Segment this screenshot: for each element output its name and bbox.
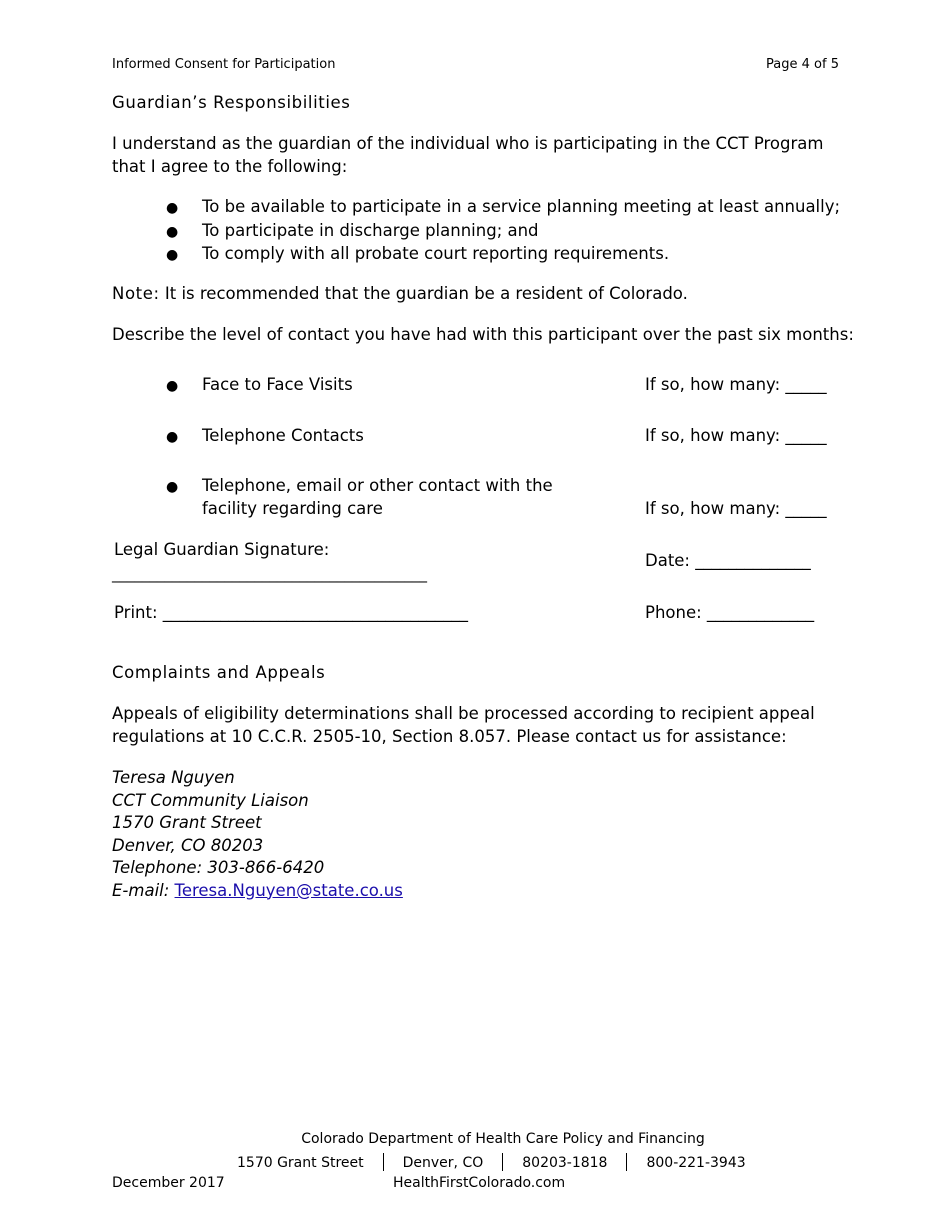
footer-city: Denver, CO <box>402 1155 484 1171</box>
footer-website[interactable]: HealthFirstColorado.com <box>393 1175 566 1191</box>
contact-row-telephone <box>166 425 364 449</box>
guardian-intro-line2: that I agree to the following: <box>112 156 348 176</box>
contact-telephone: Telephone: 303-866-6420 <box>112 858 325 877</box>
page-number: Page 4 of 5 <box>766 57 839 72</box>
print-field[interactable]: Print: _____________________________________ <box>114 603 469 622</box>
bullet-icon: ● <box>166 200 179 216</box>
footer-address <box>237 1153 746 1171</box>
footer-zip: 80203-1818 <box>522 1155 608 1171</box>
footer-phone: 800-221-3943 <box>646 1155 746 1171</box>
contact-name: Teresa Nguyen <box>112 768 235 787</box>
footer-date: December 2017 <box>112 1175 225 1191</box>
date-field[interactable]: Date: ______________ <box>645 551 811 570</box>
divider <box>502 1153 503 1171</box>
contact-role: CCT Community Liaison <box>112 790 309 810</box>
header-title: Informed Consent for Participation <box>112 57 336 72</box>
contact-email-row <box>112 880 403 903</box>
list-item: ● To participate in discharge planning; and <box>166 220 539 240</box>
contact-count-face[interactable]: If so, how many: _____ <box>645 375 827 394</box>
bullet-icon: ● <box>166 247 179 263</box>
contact-label: Face to Face Visits <box>202 375 353 394</box>
note <box>112 283 688 306</box>
footer-street: 1570 Grant Street <box>237 1155 364 1171</box>
guardian-heading: Guardian’s Responsibilities <box>112 93 351 112</box>
contact-street: 1570 Grant Street <box>112 813 262 832</box>
contact-city: Denver, CO 80203 <box>112 835 264 855</box>
note-label: Note: <box>112 284 160 303</box>
bullet-icon: ● <box>166 223 179 240</box>
bullet-icon: ● <box>166 479 179 495</box>
complaints-heading: Complaints and Appeals <box>112 663 326 682</box>
guardian-intro-line1: I understand as the guardian of the individual who is participating in the CCT Program <box>112 134 824 153</box>
email-link[interactable]: Teresa.Nguyen@state.co.us <box>174 880 403 900</box>
phone-field[interactable]: Phone: _____________ <box>645 603 815 622</box>
footer-org: Colorado Department of Health Care Policy and Financing <box>301 1131 705 1147</box>
divider <box>626 1153 627 1171</box>
email-label: E-mail: <box>112 880 170 900</box>
contact-row-face <box>166 374 353 398</box>
signature-label: Legal Guardian Signature: <box>114 540 330 559</box>
signature-line[interactable]: __________________________________________ <box>112 565 427 583</box>
contact-label: Telephone, email or other contact with the facility regarding care <box>202 476 553 518</box>
contact-block <box>112 767 403 902</box>
note-text: It is recommended that the guardian be a resident of Colorado. <box>164 284 688 303</box>
contact-count-telephone[interactable]: If so, how many: _____ <box>645 426 827 445</box>
contact-count-other[interactable]: If so, how many: _____ <box>645 499 827 518</box>
contact-row-other <box>166 475 553 518</box>
bullet-icon: ● <box>166 378 179 394</box>
list-item: ● To comply with all probate court reporting requirements. <box>166 244 670 263</box>
responsibility-list <box>166 196 841 267</box>
describe-contact: Describe the level of contact you have had with this participant over the past six months: <box>112 325 854 344</box>
complaints-text: Appeals of eligibility determinations shall be processed according to recipient appeal regulations at 10 C.C.R. 2505-10, Section 8.057. Please contact us for assistance: <box>112 704 815 746</box>
list-item: ● To be available to participate in a service planning meeting at least annually; <box>166 197 841 216</box>
bullet-icon: ● <box>166 429 179 445</box>
guardian-intro <box>112 133 823 178</box>
divider <box>383 1153 384 1171</box>
contact-label: Telephone Contacts <box>202 426 364 445</box>
